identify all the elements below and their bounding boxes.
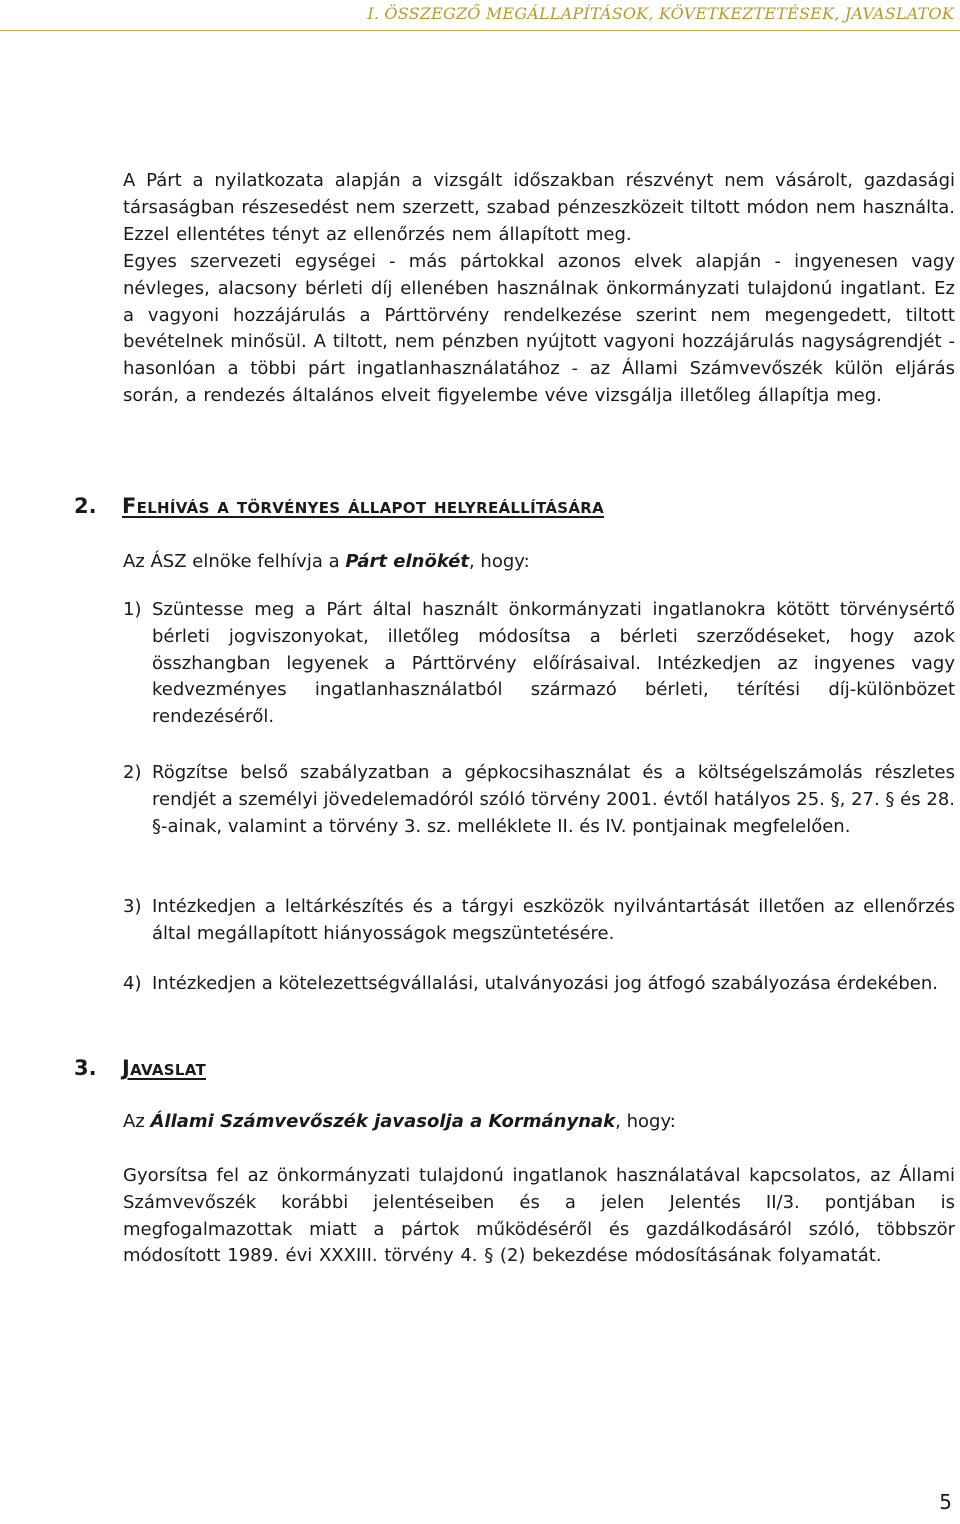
list-item-text: Rögzítse belső szabályzatban a gépkocsihasználat és a költségelszámolás részletes rendjét a személyi jövedelemadóról szóló törvény 2001. évtől hatályos 25. §, 27. § és 28. §-ainak, valamint a törvény 3. sz. melléklete II. és IV. pontjainak megfelelően. (152, 762, 955, 837)
section-2-heading (74, 494, 604, 518)
list-item-text: Intézkedjen a kötelezettségvállalási, utalványozási jog átfogó szabályozása érdekében. (152, 973, 938, 994)
list-item-number: 2) (123, 762, 142, 783)
section-2-lead-emphasis: Párt elnökét (345, 551, 469, 572)
list-item (123, 760, 955, 840)
list-item-text: Szüntesse meg a Párt által használt önkormányzati ingatlanokra kötött törvénysértő bérleti jogviszonyokat, illetőleg módosítsa a bérleti szerződéseket, hogy azok összhangban legyenek a Párttörvény előírásaival. Intézkedjen az ingyenes vagy kedvezményes ingatlanhasználatból származó bérleti, térítési díj-különbözet rendezéséről. (152, 599, 955, 728)
page-number: 5 (939, 1490, 952, 1514)
section-3-heading (74, 1056, 206, 1080)
section-3-paragraph: Gyorsítsa fel az önkormányzati tulajdonú ingatlanok használatával kapcsolatos, az Állami Számvevőszék korábbi jelentéseiben és a jelen Jelentés II/3. pontjában is megfogalmazottak miatt a pártok működéséről és gazdálkodásáról szóló, többször módosított 1989. évi XXXIII. törvény 4. § (2) bekezdése módosításának folyamatát. (123, 1165, 955, 1267)
section-3-lead-suffix: , hogy: (615, 1111, 676, 1132)
section-3-lead (123, 1111, 676, 1132)
section-2-number: 2. (74, 494, 97, 518)
section-3-title: Javaslat (122, 1056, 207, 1080)
section-2-title: Felhívás a törvényes állapot helyreállítására (122, 494, 605, 518)
body-paragraph-1: A Párt a nyilatkozata alapján a vizsgált időszakban részvényt nem vásárolt, gazdasági társaságban részesedést nem szerzett, szabad pénzeszközeit tiltott módon nem használta. Ezzel ellentétes tényt az ellenőrzés nem állapított meg. (123, 170, 955, 245)
body-paragraph-2: Egyes szervezeti egységei - más pártokkal azonos elvek alapján - ingyenesen vagy névleges, alacsony bérleti díj ellenében használnak önkormányzati tulajdonú ingatlant. Ez a vagyoni hozzájárulás a Párttörvény rendelkezése szerint nem megengedett, tiltott bevételnek minősül. A tiltott, nem pénzben nyújtott vagyoni hozzájárulás nagyságrendjét - hasonlóan a többi párt ingatlanhasználatához - az Állami Számvevőszék külön eljárás során, a rendezés általános elveit figyelembe véve vizsgálja illetőleg állapítja meg. (123, 251, 955, 406)
list-item (123, 894, 955, 948)
list-item (123, 971, 955, 998)
running-header: I. ÖSSZEGZŐ MEGÁLLAPÍTÁSOK, KÖVETKEZTETÉSEK, JAVASLATOK (367, 4, 954, 23)
section-2-lead-prefix: Az ÁSZ elnöke felhívja a (123, 551, 346, 572)
header-rule (0, 30, 960, 31)
list-item-number: 4) (123, 973, 142, 994)
section-3-lead-emphasis: Állami Számvevőszék javasolja a Kormánynak (150, 1111, 616, 1132)
section-3-lead-prefix: Az (123, 1111, 151, 1132)
list-item-text: Intézkedjen a leltárkészítés és a tárgyi eszközök nyilvántartását illetően az ellenőrzés által megállapított hiányosságok megszüntetésére. (152, 896, 955, 944)
section-2-lead-suffix: , hogy: (468, 551, 530, 572)
list-item (123, 597, 955, 731)
list-item-number: 3) (123, 896, 142, 917)
list-item-number: 1) (123, 599, 142, 620)
section-3-number: 3. (74, 1056, 97, 1080)
section-2-lead (123, 551, 530, 572)
